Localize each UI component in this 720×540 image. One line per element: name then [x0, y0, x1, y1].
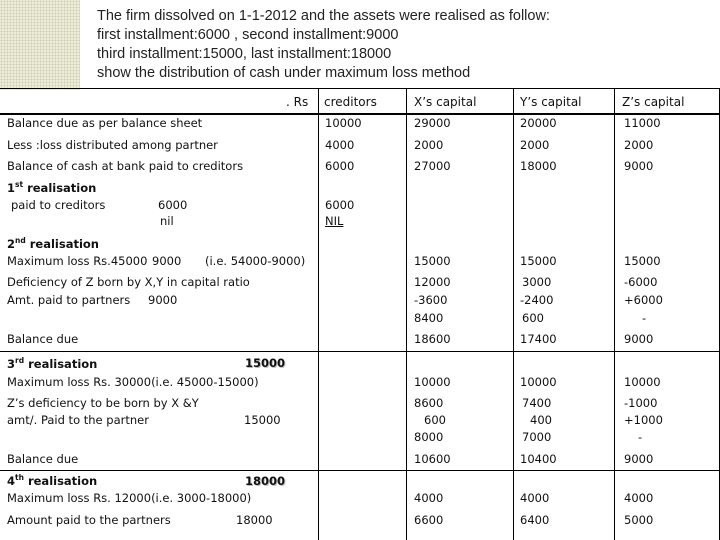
- cell-y: 4000: [520, 491, 550, 505]
- row-label-amount-paid-partners: Amount paid to the partners: [7, 513, 171, 527]
- cell-y: 10400: [520, 452, 557, 466]
- cell-z: 4000: [624, 491, 654, 505]
- cell-x: 6600: [414, 513, 444, 527]
- cell-y: 2000: [520, 138, 550, 152]
- amount-paid-partners: 9000: [148, 293, 178, 307]
- cell-creditors: 6000: [325, 159, 355, 173]
- table-border-top: [0, 88, 720, 89]
- cell-x: 10600: [414, 452, 451, 466]
- column-divider-y: [513, 88, 514, 540]
- amount-third-installment: 15000: [245, 356, 286, 370]
- row-label-deficiency: Deficiency of Z born by X,Y in capital ratio: [7, 275, 250, 289]
- amount-fourth-installment: 18000: [245, 474, 286, 488]
- header-creditors: creditors: [324, 95, 377, 109]
- cell-z: -1000: [624, 396, 658, 410]
- cell-z: 9000: [624, 159, 654, 173]
- cell-z: -6000: [624, 275, 658, 289]
- row-label-less-loss: Less :loss distributed among partner: [7, 138, 218, 152]
- cell-creditors: 4000: [325, 138, 355, 152]
- row-label-amount-paid: Amt. paid to partners: [7, 293, 131, 307]
- cell-x: 18600: [414, 332, 451, 346]
- row-label-balance-due: Balance due: [7, 332, 79, 346]
- cell-z: -: [642, 311, 647, 325]
- header-y-capital: Y’s capital: [520, 95, 582, 109]
- problem-statement: [97, 7, 717, 83]
- amount-last-installment: 18000: [236, 513, 273, 527]
- header-z-capital: Z’s capital: [622, 95, 685, 109]
- amount-nil: nil: [160, 214, 174, 228]
- title-line-2: first installment:6000 , second installment:9000: [97, 27, 399, 43]
- cell-z: 5000: [624, 513, 654, 527]
- cell-y: 15000: [520, 254, 557, 268]
- cell-y: 18000: [520, 159, 557, 173]
- cell-y: -2400: [520, 293, 554, 307]
- cell-x: 600: [424, 413, 446, 427]
- column-divider-x: [406, 88, 407, 540]
- title-line-4: show the distribution of cash under maximum loss method: [97, 65, 471, 81]
- cell-z: 9000: [624, 452, 654, 466]
- decorative-texture-strip: [0, 0, 80, 90]
- cell-x: 12000: [414, 275, 451, 289]
- cell-y: 7000: [522, 430, 552, 444]
- row-label-amount-paid: amt/. Paid to the partner: [7, 413, 149, 427]
- row-label-paid-to-creditors: paid to creditors: [11, 198, 106, 212]
- cell-z: 15000: [624, 254, 661, 268]
- title-line-1: The firm dissolved on 1-1-2012 and the assets were realised as follow:: [97, 8, 550, 24]
- row-divider: [0, 351, 720, 352]
- row-label-max-loss: Maximum loss Rs. 12000(i.e. 3000-18000): [7, 491, 252, 505]
- cell-y: 3000: [522, 275, 552, 289]
- heading-fourth-realisation: 4th realisation: [7, 473, 98, 488]
- cell-x: 4000: [414, 491, 444, 505]
- heading-third-realisation: 3rd realisation: [7, 356, 98, 371]
- cell-z: 9000: [624, 332, 654, 346]
- row-divider: [0, 470, 720, 471]
- cell-x: -3600: [414, 293, 448, 307]
- amount-paid-partner: 15000: [244, 413, 281, 427]
- amount-first-installment: 6000: [158, 198, 188, 212]
- cell-y: 10000: [520, 375, 557, 389]
- row-label-balance-due: Balance due: [7, 452, 79, 466]
- header-rs: . Rs: [286, 95, 309, 109]
- heading-second-realisation: 2nd realisation: [7, 236, 99, 251]
- cell-z: +1000: [624, 413, 663, 427]
- cell-creditors: 6000: [325, 198, 355, 212]
- cell-z: 10000: [624, 375, 661, 389]
- cell-x: 29000: [414, 116, 451, 130]
- cell-y: 400: [530, 413, 552, 427]
- cell-x: 8000: [414, 430, 444, 444]
- cell-z: +6000: [624, 293, 663, 307]
- header-x-capital: X’s capital: [414, 95, 477, 109]
- row-label-z-deficiency: Z’s deficiency to be born by X &Y: [7, 396, 199, 410]
- row-label-max-loss: Maximum loss Rs. 30000(i.e. 45000-15000): [7, 375, 259, 389]
- cell-y: 20000: [520, 116, 557, 130]
- cell-y: 17400: [520, 332, 557, 346]
- cell-z: 2000: [624, 138, 654, 152]
- cell-x: 8600: [414, 396, 444, 410]
- cell-x: 27000: [414, 159, 451, 173]
- cell-x: 15000: [414, 254, 451, 268]
- cell-y: 6400: [520, 513, 550, 527]
- cell-creditors: 10000: [325, 116, 362, 130]
- amount-second-installment: 9000: [152, 254, 182, 268]
- cell-z: 11000: [624, 116, 661, 130]
- row-label-cash-at-bank: Balance of cash at bank paid to creditors: [7, 159, 244, 173]
- cell-z: -: [638, 430, 643, 444]
- column-divider-creditors: [318, 88, 319, 540]
- column-divider-z: [614, 88, 615, 540]
- cell-y: 600: [522, 311, 544, 325]
- cell-y: 7400: [522, 396, 552, 410]
- cell-x: 2000: [414, 138, 444, 152]
- row-label-balance-sheet: Balance due as per balance sheet: [7, 116, 203, 130]
- cell-x: 8400: [414, 311, 444, 325]
- row-label-max-loss: Maximum loss Rs.45000: [7, 254, 148, 268]
- cell-x: 10000: [414, 375, 451, 389]
- calculation-note: (i.e. 54000-9000): [205, 254, 306, 268]
- title-line-3: third installment:15000, last installment:18000: [97, 46, 392, 62]
- cell-creditors-nil: NIL: [325, 214, 344, 228]
- heading-first-realisation: 1st realisation: [7, 180, 97, 195]
